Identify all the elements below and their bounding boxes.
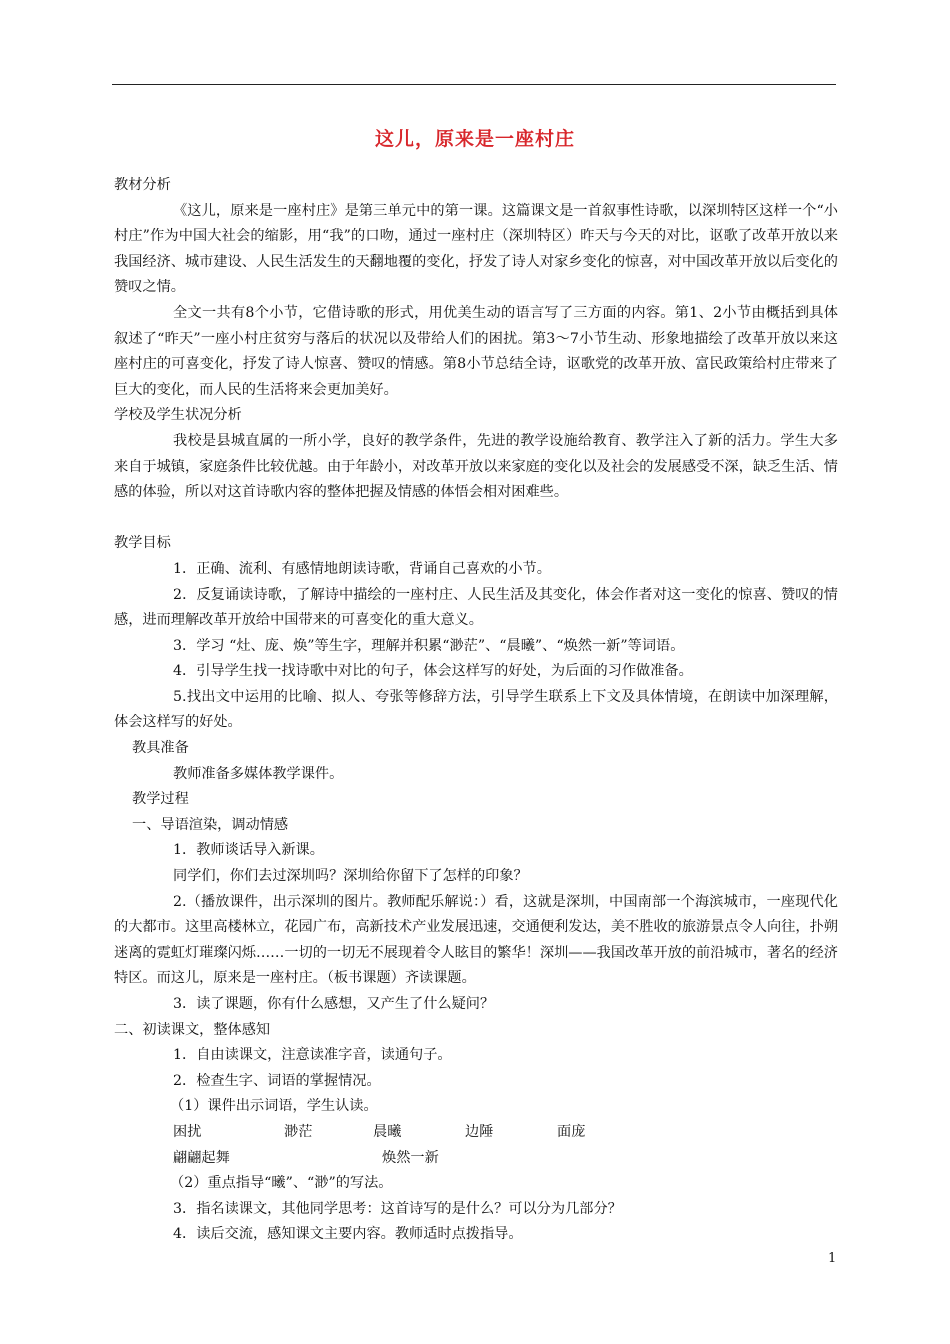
- goal-item: 5.找出文中运用的比喻、拟人、夸张等修辞方法，引导学生联系上下文及具体情境，在朗读中加深理解，体会这样写的好处。: [114, 688, 838, 731]
- vocab-word: 晨曦: [373, 1123, 402, 1140]
- goal-item: 3．学习 “灶、庞、焕”等生字，理解并积累“渺茫”、“晨曦”、“焕然一新”等词语。: [173, 637, 685, 654]
- page-number: 1: [828, 1251, 837, 1266]
- goal-item: 2．反复诵读诗歌，了解诗中描绘的一座村庄、人民生活及其变化，体会作者对这一变化的惊喜、赞叹的情感，进而理解改革开放给中国带来的可喜变化的重大意义。: [114, 586, 838, 629]
- vocab-word: 焕然一新: [382, 1149, 439, 1166]
- step-item: 2．检查生字、词语的掌握情况。: [173, 1072, 381, 1089]
- step-heading: 二、初读课文，整体感知: [114, 1021, 271, 1038]
- paragraph: 《这儿，原来是一座村庄》是第三单元中的第一课。这篇课文是一首叙事性诗歌，以深圳特区这样一个“小村庄”作为中国大社会的缩影，用“我”的口吻，通过一座村庄（深圳特区）昨天与今天的对比，讴歌了改革开放以来我国经济、城市建设、人民生活发生的天翻地覆的变化，抒发了诗人对家乡变化的惊喜，对中国改革开放以后变化的赞叹之情。: [114, 202, 838, 296]
- paragraph: 我校是县城直属的一所小学，良好的教学条件，先进的教学设施给教育、教学注入了新的活力。学生大多来自于城镇，家庭条件比较优越。由于年龄小，对改革开放以来家庭的变化以及社会的发展感受不深，缺乏生活、情感的体验，所以对这首诗歌内容的整体把握及情感的体悟会相对困难些。: [114, 432, 838, 501]
- step-item: 2.（播放课件，出示深圳的图片。教师配乐解说：）看，这就是深圳，中国南部一个海滨城市，一座现代化的大都市。这里高楼林立，花园广布，高新技术产业发展迅速，交通便利发达，美不胜收的旅游景点令人向往，扑朔迷离的霓虹灯璀璨闪烁……一切的一切无不展现着令人眩目的繁华！深圳——我国改革开放的前沿城市，著名的经济特区。而这儿，原来是一座村庄。（板书课题）齐读课题。: [114, 893, 838, 987]
- step-item: 同学们，你们去过深圳吗？深圳给你留下了怎样的印象？: [173, 868, 528, 885]
- section-heading-teaching-aids: 教具准备: [132, 740, 189, 757]
- vocab-word: 面庞: [557, 1123, 586, 1140]
- goal-item: 4．引导学生找一找诗歌中对比的句子，体会这样写的好处，为后面的习作做准备。: [173, 663, 693, 680]
- step-heading: 一、导语渲染，调动情感: [132, 816, 289, 833]
- step-item: 1．自由读课文，注意读准字音，读通句子。: [173, 1047, 452, 1064]
- step-item: （1）课件出示词语，学生认读。: [170, 1098, 378, 1115]
- section-heading-school-analysis: 学校及学生状况分析: [114, 407, 242, 424]
- section-heading-textbook-analysis: 教材分析: [114, 177, 171, 193]
- step-item: （2）重点指导“曦”、“渺”的写法。: [170, 1175, 393, 1192]
- blank-line: [114, 506, 838, 532]
- step-item: 3．读了课题，你有什么感想，又产生了什么疑问？: [173, 996, 495, 1012]
- word-row: [114, 1120, 838, 1146]
- section-heading-teaching-process: 教学过程: [132, 791, 189, 808]
- paragraph: 全文一共有8个小节，它借诗歌的形式，用优美生动的语言写了三方面的内容。第1、2小节由概括到具体叙述了“昨天”一座小村庄贫穷与落后的状况以及带给人们的困扰。第3～7小节生动、形象地描绘了改革开放以来这座村庄的可喜变化，抒发了诗人惊喜、赞叹的情感。第8小节总结全诗，讴歌党的改革开放、富民政策给村庄带来了巨大的变化，而人民的生活将来会更加美好。: [114, 304, 838, 398]
- header-rule: [112, 84, 836, 85]
- vocab-word: 边陲: [465, 1123, 494, 1140]
- step-item: 3．指名读课文，其他同学思考：这首诗写的是什么？可以分为几部分？: [173, 1200, 622, 1217]
- section-heading-teaching-goals: 教学目标: [114, 535, 171, 552]
- document-title: 这儿，原来是一座村庄: [374, 128, 575, 150]
- word-row: [114, 1146, 838, 1172]
- vocab-word: 困扰: [173, 1123, 202, 1140]
- step-item: 1．教师谈话导入新课。: [173, 842, 324, 859]
- vocab-word: 渺茫: [284, 1123, 313, 1140]
- document-body: [114, 173, 838, 1248]
- goal-item: 1．正确、流利、有感情地朗读诗歌，背诵自己喜欢的小节。: [173, 560, 551, 577]
- vocab-word: 翩翩起舞: [173, 1149, 230, 1166]
- paragraph: 教师准备多媒体教学课件。: [173, 765, 344, 782]
- step-item: 4．读后交流，感知课文主要内容。教师适时点拨指导。: [173, 1226, 523, 1243]
